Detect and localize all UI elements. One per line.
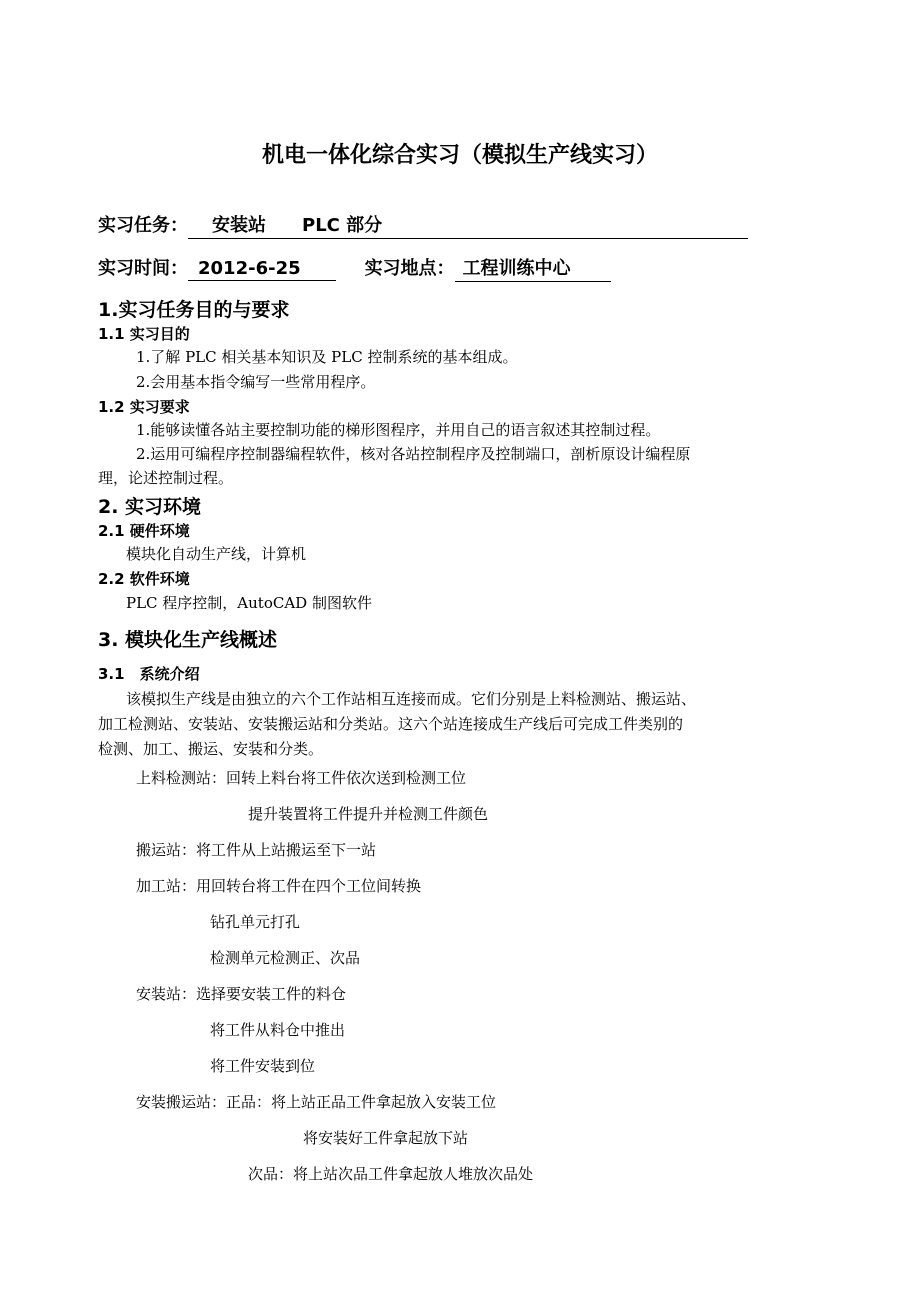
subsection-3-1: 3.1 系统介绍: [98, 665, 200, 683]
station-line: 次品：将上站次品工件拿起放人堆放次品处: [248, 1165, 534, 1183]
section-2-heading: 2. 实习环境: [98, 496, 202, 518]
time-value: 2012-6-25: [188, 258, 336, 281]
subsection-1-1: 1.1 实习目的: [98, 325, 190, 343]
list-item-continued: 理，论述控制过程。: [98, 469, 234, 487]
station-line: 安装搬运站：正品：将上站正品工件拿起放入安装工位: [136, 1093, 497, 1111]
task-label: 实习任务：: [98, 215, 188, 236]
subsection-2-2: 2.2 软件环境: [98, 570, 190, 588]
subsection-2-1: 2.1 硬件环境: [98, 522, 190, 540]
station-line: 将安装好工件拿起放下站: [303, 1129, 469, 1147]
time-label: 实习时间：: [98, 258, 188, 279]
section-1-heading: 1.实习任务目的与要求: [98, 299, 290, 321]
task-value: 安装站 PLC 部分: [188, 211, 748, 239]
time-row: [98, 254, 611, 282]
document-title: 机电一体化综合实习（模拟生产线实习）: [261, 143, 658, 168]
list-item: 2.运用可编程序控制器编程软件，核对各站控制程序及控制端口，剖析原设计编程原: [136, 445, 691, 463]
hardware-text: 模块化自动生产线，计算机: [126, 545, 307, 563]
station-line: 安装站：选择要安装工件的料仓: [136, 985, 347, 1003]
station-line: 将工件从料仓中推出: [210, 1021, 346, 1039]
list-item: 1.能够读懂各站主要控制功能的梯形图程序，并用自己的语言叙述其控制过程。: [136, 421, 661, 439]
intro-line: 加工检测站、安装站、安装搬运站和分类站。这六个站连接成生产线后可完成工件类别的: [98, 715, 684, 733]
section-3-heading: 3. 模块化生产线概述: [98, 629, 278, 651]
place-value: 工程训练中心: [455, 254, 611, 282]
list-item: 2.会用基本指令编写一些常用程序。: [136, 373, 376, 391]
task-row: [98, 211, 748, 239]
station-line: 检测单元检测正、次品: [210, 949, 361, 967]
station-line: 加工站：用回转台将工件在四个工位间转换: [136, 877, 422, 895]
software-text: PLC 程序控制，AutoCAD 制图软件: [126, 594, 372, 612]
intro-line: 该模拟生产线是由独立的六个工作站相互连接而成。它们分别是上料检测站、搬运站、: [126, 690, 697, 708]
station-line: 上料检测站：回转上料台将工件依次送到检测工位: [136, 769, 467, 787]
intro-line: 检测、加工、搬运、安装和分类。: [98, 740, 324, 758]
place-label: 实习地点：: [364, 258, 455, 279]
station-line: 搬运站：将工件从上站搬运至下一站: [136, 841, 377, 859]
list-item: 1.了解 PLC 相关基本知识及 PLC 控制系统的基本组成。: [136, 348, 518, 366]
station-line: 将工件安装到位: [210, 1057, 316, 1075]
subsection-1-2: 1.2 实习要求: [98, 398, 190, 416]
station-line: 提升装置将工件提升并检测工件颜色: [248, 805, 489, 823]
station-line: 钻孔单元打孔: [210, 913, 301, 931]
